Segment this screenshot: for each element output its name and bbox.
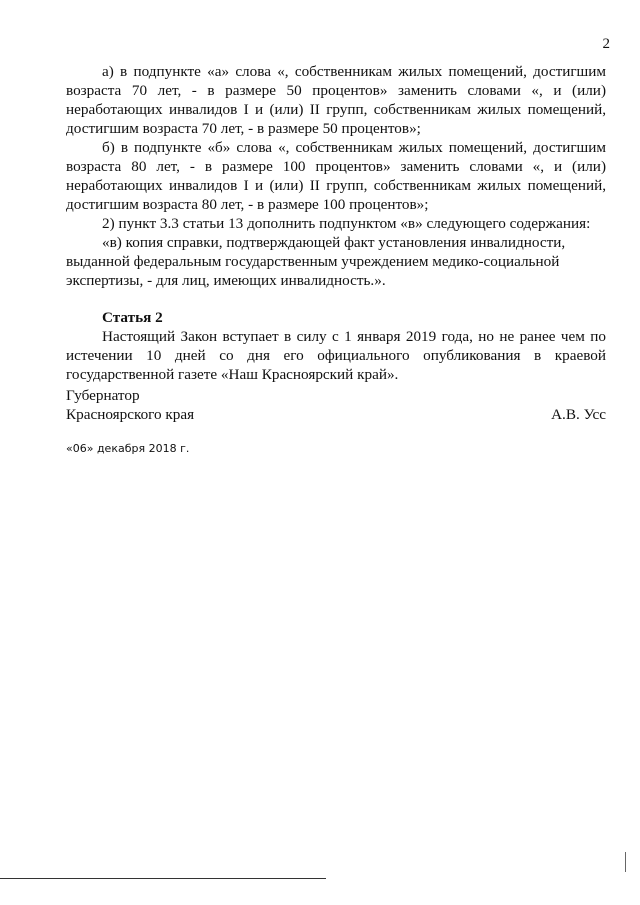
position-line-1: Губернатор	[66, 387, 140, 404]
position-line-2: Красноярского края	[66, 406, 195, 423]
paragraph-a: а) в подпункте «а» слова «, собственникам жилых помещений, достигшим возраста 70 лет, - в размере 50 процентов» заменить словами «, и (или) неработающих инвалидов I и (или) II групп, собственникам жилых помещений, достигшим возраста 70 лет, - в размере 50 процентов»;	[66, 63, 606, 137]
bottom-rule	[0, 878, 326, 879]
document-date: «06» декабря 2018 г.	[66, 442, 190, 455]
article-2-title: Статья 2	[102, 309, 163, 326]
scan-edge-mark	[625, 852, 626, 872]
document-body	[66, 62, 606, 384]
page-number: 2	[602, 36, 610, 52]
signatory-position	[66, 386, 194, 424]
paragraph-2: 2) пункт 3.3 статьи 13 дополнить подпунктом «в» следующего содержания:	[102, 215, 591, 232]
article-2-text: Настоящий Закон вступает в силу с 1 января 2019 года, но не ранее чем по истечении 10 дней со дня его официального опубликования в краевой государственной газете «Наш Красноярский край».	[66, 328, 606, 383]
paragraph-v: «в) копия справки, подтверждающей факт установления инвалидности, выданной федеральным государственным учреждением медико-социальной экспертизы, - для лиц, имеющих инвалидность.».	[66, 234, 566, 289]
paragraph-b: б) в подпункте «б» слова «, собственникам жилых помещений, достигшим возраста 80 лет, - в размере 100 процентов» заменить словами «, и (или) неработающих инвалидов I и (или) II групп, собственникам жилых помещений, достигшим возраста 80 лет, - в размере 100 процентов»;	[66, 139, 606, 213]
signatory-name: А.В. Усс	[551, 406, 606, 423]
